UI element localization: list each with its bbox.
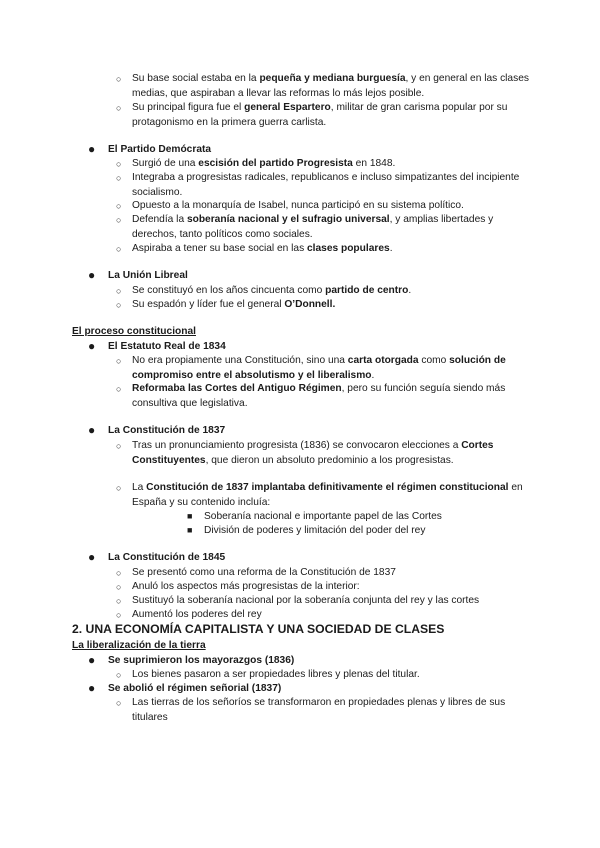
bullet-disc-icon: ● (88, 268, 96, 282)
bullet-circle-icon: ○ (116, 568, 122, 578)
item-text: Tras un pronunciamiento progresista (1836) se convocaron elecciones a Cortes Constituyentes, que dieron un absoluto predominio a los progresistas. (132, 440, 494, 466)
bullet-circle-icon: ○ (116, 286, 122, 296)
section-heading (72, 639, 206, 654)
bullet-circle-icon: ○ (116, 300, 122, 310)
list-item (116, 608, 532, 623)
bullet-heading (88, 423, 528, 439)
bullet-circle-icon: ○ (116, 201, 122, 211)
bullet-circle-icon: ○ (116, 159, 122, 169)
bullet-circle-icon: ○ (116, 173, 122, 183)
bullet-disc-icon: ● (88, 550, 96, 564)
item-text: 2. UNA ECONOMÍA CAPITALISTA Y UNA SOCIEDAD DE CLASES (72, 622, 445, 636)
item-text: El Partido Demócrata (108, 144, 212, 155)
item-text: Soberanía nacional e importante papel de las Cortes (204, 511, 442, 522)
list-item (116, 157, 532, 172)
bullet-circle-icon: ○ (116, 74, 122, 84)
item-text: Aumentó los poderes del rey (132, 609, 262, 620)
section-heading (72, 325, 196, 340)
bullet-circle-icon: ○ (116, 483, 122, 493)
item-text: Integraba a progresistas radicales, republicanos e incluso simpatizantes del incipiente socialismo. (132, 172, 520, 198)
item-text: Se abolió el régimen señorial (1837) (108, 683, 282, 694)
bullet-circle-icon: ○ (116, 582, 122, 592)
bullet-circle-icon: ○ (116, 610, 122, 620)
list-item (116, 668, 532, 683)
list-item (116, 101, 532, 130)
item-text: Se suprimieron los mayorazgos (1836) (108, 655, 295, 666)
item-text: No era propiamente una Constitución, sino una carta otorgada como solución de compromiso entre el absolutismo y el liberalismo. (132, 355, 506, 381)
bullet-circle-icon: ○ (116, 356, 122, 366)
list-item (116, 439, 532, 468)
list-item (116, 171, 532, 200)
item-text: División de poderes y limitación del poder del rey (204, 525, 426, 536)
bullet-disc-icon: ● (88, 423, 96, 437)
bullet-circle-icon: ○ (116, 384, 122, 394)
item-text: La Unión Libreal (108, 270, 188, 281)
list-item (116, 594, 532, 609)
sub-list-item (187, 510, 534, 525)
item-text: El proceso constitucional (72, 326, 196, 337)
item-text: Surgió de una escisión del partido Progresista en 1848. (132, 158, 396, 169)
bullet-circle-icon: ○ (116, 215, 122, 225)
list-item (116, 580, 532, 595)
item-text: Reformaba las Cortes del Antiguo Régimen, pero su función seguía siendo más consultiva que legislativa. (132, 383, 506, 409)
bullet-circle-icon: ○ (116, 698, 122, 708)
item-text: La liberalización de la tierra (72, 640, 206, 651)
list-item (116, 213, 532, 242)
item-text: Su base social estaba en la pequeña y mediana burguesía, y en general en las clases medias, que aspiraban a llevar las reformas lo más lejos posible. (132, 73, 529, 99)
list-item (116, 696, 532, 725)
item-text: Defendía la soberanía nacional y el sufragio universal, y amplias libertades y derechos, tanto políticos como sociales. (132, 214, 494, 240)
list-item (116, 199, 532, 214)
bullet-heading (88, 681, 528, 697)
bullet-heading (88, 653, 528, 669)
item-text: El Estatuto Real de 1834 (108, 341, 226, 352)
bullet-heading (88, 268, 528, 284)
bullet-heading (88, 550, 528, 566)
list-item (116, 354, 532, 383)
list-item (116, 284, 532, 299)
bullet-heading (88, 339, 528, 355)
list-item (116, 242, 532, 257)
bullet-disc-icon: ● (88, 142, 96, 156)
item-text: La Constitución de 1837 (108, 425, 226, 436)
item-text: La Constitución de 1845 (108, 552, 226, 563)
list-item (116, 72, 532, 101)
bullet-circle-icon: ○ (116, 670, 122, 680)
bullet-disc-icon: ● (88, 653, 96, 667)
list-item (116, 566, 532, 581)
chapter-heading (72, 622, 444, 637)
item-text: Se constituyó en los años cincuenta como partido de centro. (132, 285, 412, 296)
item-text: Se presentó como una reforma de la Constitución de 1837 (132, 567, 396, 578)
list-item (116, 382, 532, 411)
item-text: Opuesto a la monarquía de Isabel, nunca participó en su sistema político. (132, 200, 464, 211)
item-text: Su principal figura fue el general Espartero, militar de gran carisma popular por su protagonismo en la primera guerra carlista. (132, 102, 508, 128)
bullet-square-icon: ■ (187, 525, 193, 535)
bullet-circle-icon: ○ (116, 103, 122, 113)
bullet-circle-icon: ○ (116, 441, 122, 451)
sub-list-item (187, 524, 534, 539)
list-item (116, 481, 532, 510)
list-item (116, 298, 532, 313)
bullet-disc-icon: ● (88, 339, 96, 353)
item-text: Los bienes pasaron a ser propiedades libres y plenas del titular. (132, 669, 420, 680)
item-text: La Constitución de 1837 implantaba definitivamente el régimen constitucional en España y su contenido incluía: (132, 482, 523, 508)
bullet-circle-icon: ○ (116, 244, 122, 254)
item-text: Sustituyó la soberanía nacional por la soberanía conjunta del rey y las cortes (132, 595, 480, 606)
bullet-heading (88, 142, 528, 158)
bullet-disc-icon: ● (88, 681, 96, 695)
item-text: Las tierras de los señoríos se transformaron en propiedades plenas y libres de sus titulares (132, 697, 506, 723)
bullet-square-icon: ■ (187, 511, 193, 521)
bullet-circle-icon: ○ (116, 596, 122, 606)
item-text: Su espadón y líder fue el general O’Donnell. (132, 299, 336, 310)
item-text: Aspiraba a tener su base social en las clases populares. (132, 243, 393, 254)
item-text: Anuló los aspectos más progresistas de la interior: (132, 581, 360, 592)
